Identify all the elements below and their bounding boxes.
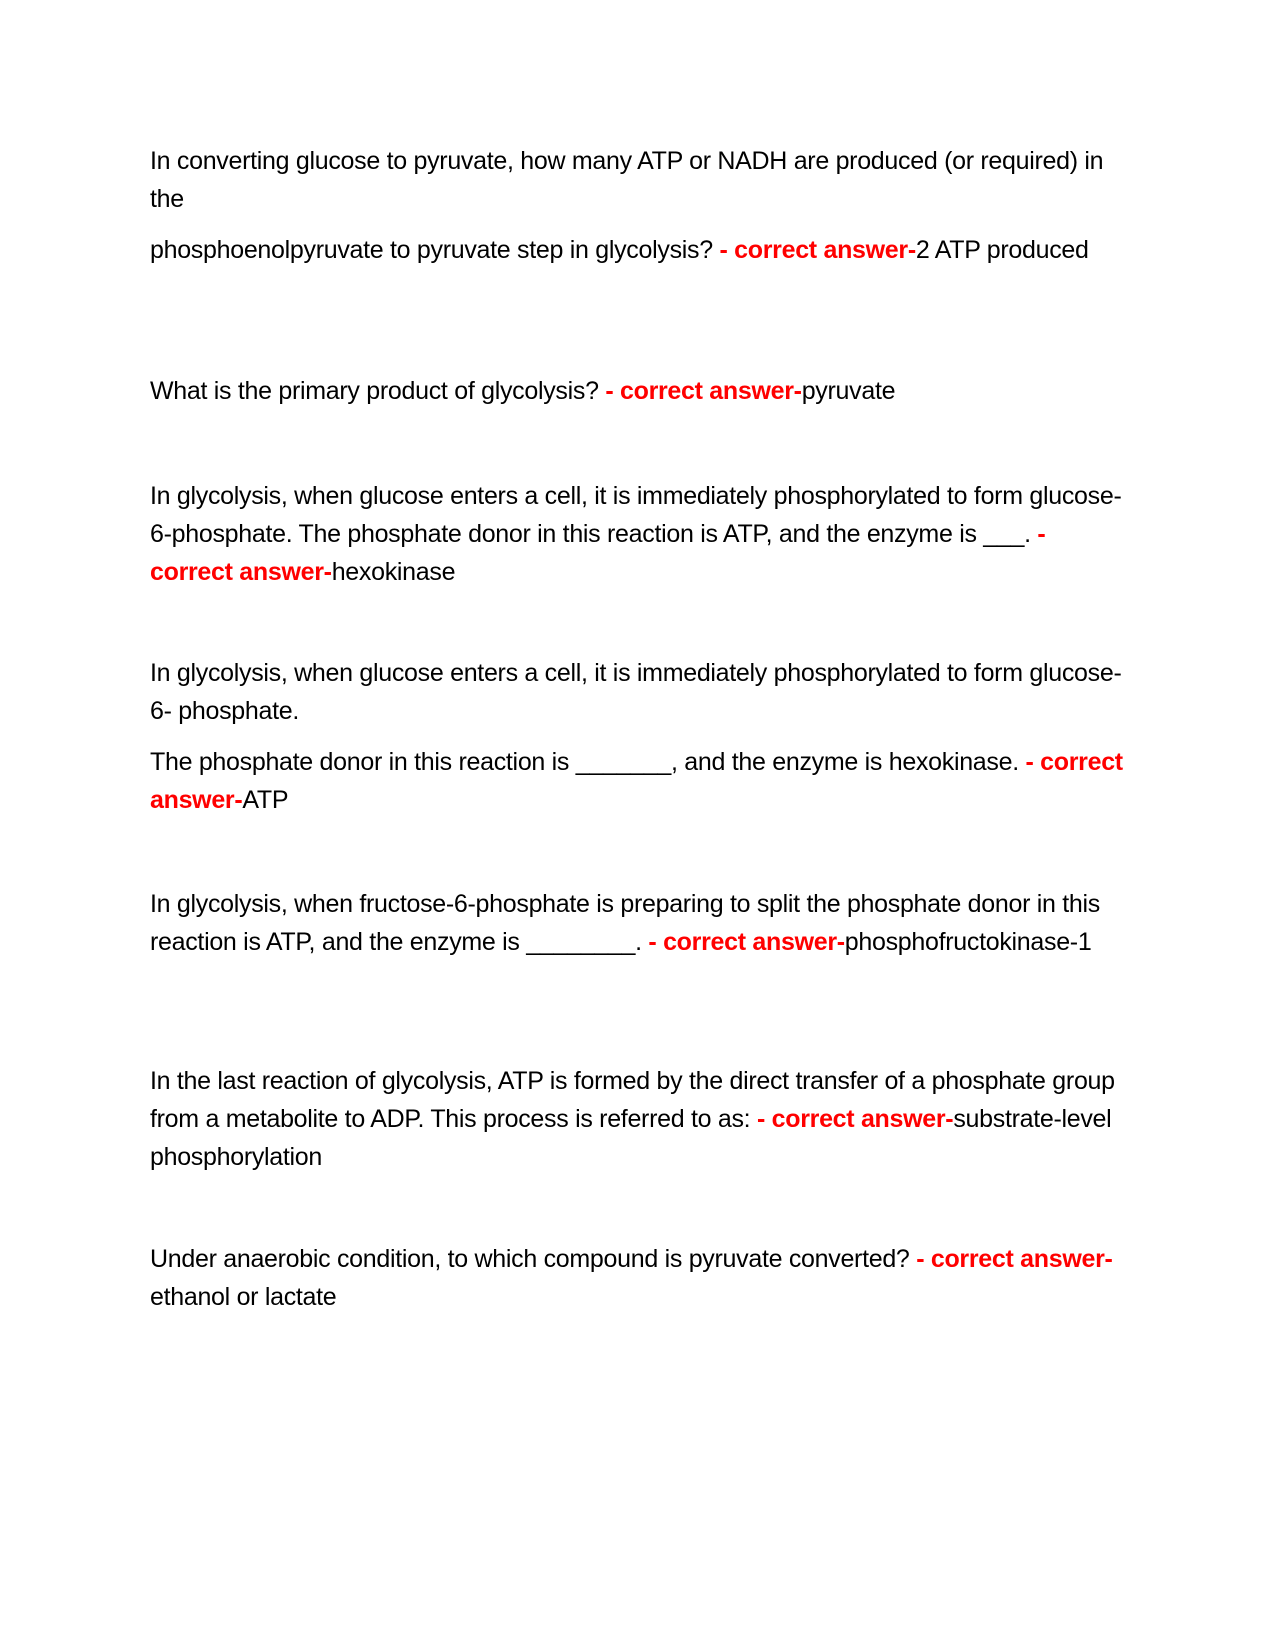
correct-answer-label: - correct answer- <box>756 1105 954 1133</box>
question-1 <box>150 231 1125 269</box>
correct-answer-label: - correct answer- <box>648 928 845 956</box>
answer-text: pyruvate <box>801 377 896 405</box>
question-text: In glycolysis, when fructose-6-phosphate is preparing to split the phosphate donor in this reaction is ATP, and the enzyme is ________. <box>150 890 1100 956</box>
correct-answer-label: - correct answer- <box>605 377 802 405</box>
question-1-intro <box>150 142 1125 218</box>
question-7 <box>150 1240 1125 1316</box>
answer-text: 2 ATP produced <box>915 236 1089 264</box>
correct-answer-label: - correct answer- <box>150 520 1046 586</box>
question-text: In glycolysis, when glucose enters a cell, it is immediately phosphorylated to form glucose-6- phosphate. <box>150 659 1122 725</box>
answer-text: ethanol or lactate <box>150 1283 337 1311</box>
answer-text: hexokinase <box>331 558 456 586</box>
question-text: In glycolysis, when glucose enters a cell, it is immediately phosphorylated to form glucose-6-phosphate. The phosphate donor in this reaction is ATP, and the enzyme is ___. <box>150 482 1122 548</box>
question-5 <box>150 885 1125 961</box>
question-6 <box>150 1062 1125 1176</box>
correct-answer-label: - correct answer- <box>150 748 1123 814</box>
question-4-intro <box>150 654 1125 730</box>
question-text: The phosphate donor in this reaction is _______, and the enzyme is hexokinase. <box>150 748 1026 776</box>
answer-text: substrate-level phosphorylation <box>150 1105 1112 1171</box>
question-2 <box>150 372 1125 410</box>
question-text: What is the primary product of glycolysis? <box>150 377 606 405</box>
answer-text: ATP <box>242 786 289 814</box>
correct-answer-label: - correct answer- <box>719 236 916 264</box>
question-4 <box>150 743 1125 819</box>
question-text: phosphoenolpyruvate to pyruvate step in glycolysis? <box>150 236 720 264</box>
answer-text: phosphofructokinase-1 <box>844 928 1092 956</box>
correct-answer-label: - correct answer- <box>916 1245 1113 1273</box>
question-text: In the last reaction of glycolysis, ATP is formed by the direct transfer of a phosphate group from a metabolite to ADP. This process is referred to as: <box>150 1067 1115 1133</box>
question-text: Under anaerobic condition, to which compound is pyruvate converted? <box>150 1245 917 1273</box>
question-3 <box>150 477 1125 591</box>
question-text: In converting glucose to pyruvate, how many ATP or NADH are produced (or required) in the <box>150 147 1104 213</box>
